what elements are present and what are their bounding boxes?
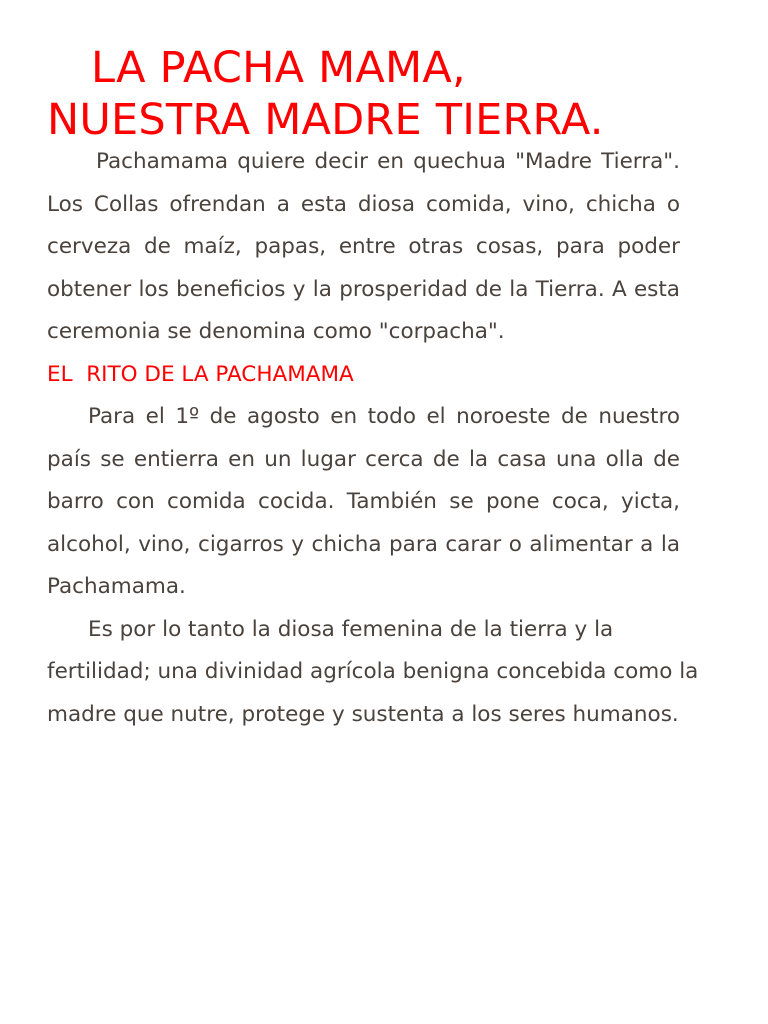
- ritual-paragraph: Para el 1º de agosto en todo el noroeste de nuestro país se entierra en un lugar cerca de la casa una olla de barro con comida cocida. También se pone coca, yicta, alcohol, vino, cigarros y chicha para carar o alimentar a la Pachamama.: [47, 404, 680, 599]
- document-page: [47, 42, 699, 736]
- intro-paragraph: Pachamama quiere decir en quechua "Madre Tierra". Los Collas ofrendan a esta diosa comida, vino, chicha o cerveza de maíz, papas, entre otras cosas, para poder obtener los beneficios y la prosperidad de la Tierra. A esta ceremonia se denomina como "corpacha".: [47, 149, 680, 344]
- section-heading: EL RITO DE LA PACHAMAMA: [47, 361, 354, 387]
- title-line-2: NUESTRA MADRE TIERRA.: [47, 95, 604, 145]
- title-line-1: LA PACHA MAMA,: [91, 43, 466, 93]
- page-title: [47, 42, 680, 146]
- goddess-paragraph: Es por lo tanto la diosa femenina de la tierra y la fertilidad; una divinidad agrícola benigna concebida como la madre que nutre, protege y sustenta a los seres humanos.: [47, 616, 699, 727]
